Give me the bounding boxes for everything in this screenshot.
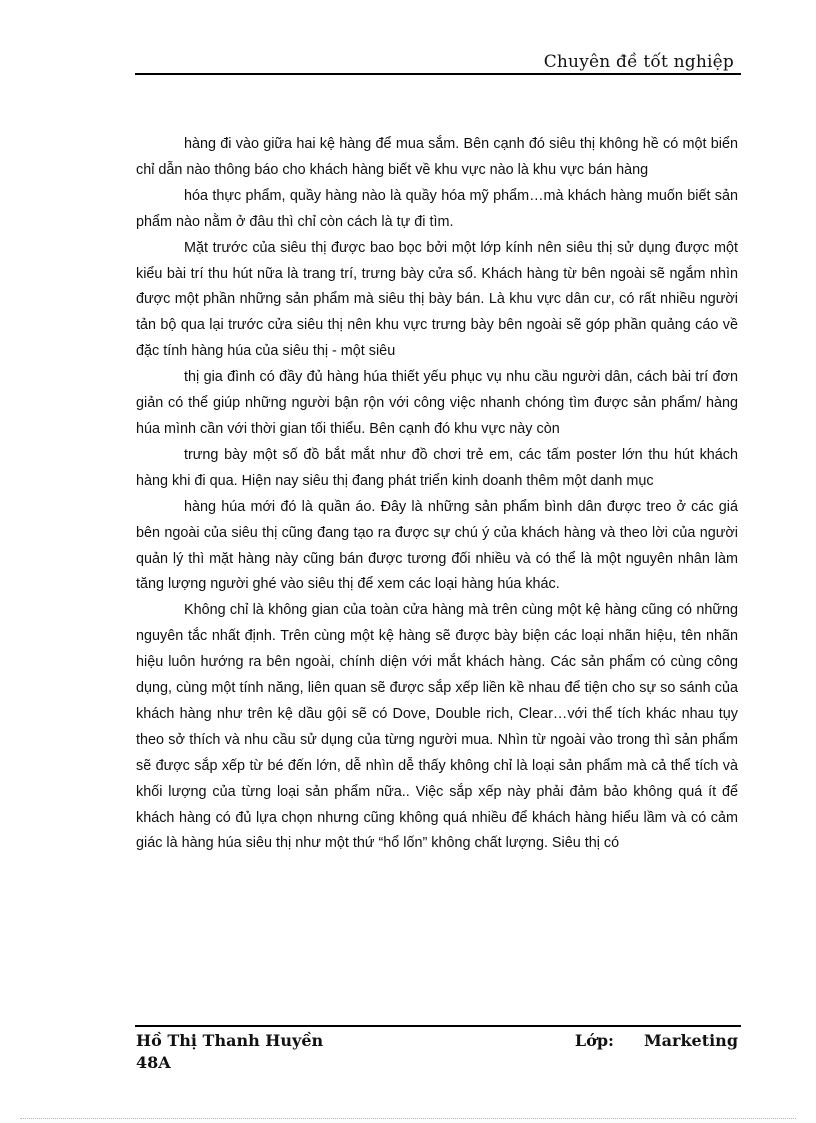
paragraph-5: trưng bày một số đồ bắt mắt như đồ chơi trẻ em, các tấm poster lớn thu hút khách hàng khi đi qua. Hiện nay siêu thị đang phát triển kinh doanh thêm một danh mục	[136, 446, 738, 489]
footer-divider	[135, 1025, 741, 1027]
paragraph-6: hàng húa mới đó là quần áo. Đây là những sản phẩm bình dân được treo ở các giá bên ngoài của siêu thị cũng đang tạo ra được sự chú ý của khách hàng và theo lời của người quản lý thì mặt hàng này cũng bán được tương đối nhiều và có thể là một nguyên nhân làm tăng lượng người ghé vào siêu thị để xem các loại hàng húa khác.	[136, 498, 738, 593]
page-bottom-dotted-line	[20, 1118, 796, 1119]
footer-class-label: Lớp:	[574, 1031, 614, 1050]
footer-class-number: 48A	[136, 1053, 171, 1072]
page-footer	[136, 1030, 738, 1074]
running-header-title: Chuyên đề tốt nghiệp	[543, 52, 734, 72]
footer-class	[575, 1030, 738, 1052]
body-text	[136, 132, 738, 857]
paragraph-3: Mặt trước của siêu thị được bao bọc bởi một lớp kính nên siêu thị sử dụng được một kiểu bài trí thu hút nữa là trang trí, trưng bày cửa sổ. Khách hàng từ bên ngoài sẽ ngắm nhìn được một phần những sản phẩm mà siêu thị bày bán. Là khu vực dân cư, có rất nhiều người tản bộ qua lại trước cửa siêu thị nên khu vực trưng bày bên ngoài sẽ góp phần quảng cáo về đặc tính hàng húa của siêu thị - một siêu	[136, 239, 738, 360]
paragraph-4: thị gia đình có đầy đủ hàng húa thiết yếu phục vụ nhu cầu người dân, cách bài trí đơn giản có thể giúp những người bận rộn với công việc nhanh chóng tìm được sản phẩm/ hàng húa mình cần với thời gian tối thiểu. Bên cạnh đó khu vực này còn	[136, 369, 738, 437]
footer-author: Hồ Thị Thanh Huyền	[136, 1031, 324, 1050]
header-divider	[135, 73, 741, 75]
paragraph-7: Không chỉ là không gian của toàn cửa hàng mà trên cùng một kệ hàng cũng có những nguyên tắc nhất định. Trên cùng một kệ hàng sẽ được bày biện các loại nhãn hiệu, tên nhãn hiệu luôn hướng ra bên ngoài, chính diện với mắt khách hàng. Các sản phẩm có cùng công dụng, cùng một tính năng, liên quan sẽ được sắp xếp liền kề nhau để tiện cho sự so sánh của khách hàng như trên kệ dầu gội sẽ có Dove, Double rich, Clear…với thể tích khác nhau tụy theo sở thích và nhu cầu sử dụng của từng người mua. Nhìn từ ngoài vào trong thì sản phẩm sẽ được sắp xếp từ bé đến lớn, dễ nhìn dễ thấy không chỉ là loại sản phẩm mà cả thể tích và khối lượng của từng loại sản phẩm nữa.. Việc sắp xếp này phải đảm bảo không quá ít để khách hàng có đủ lựa chọn nhưng cũng không quá nhiều để khách hàng hiểu lầm và có cảm giác là hàng húa siêu thị như một thứ “hổ lốn” không chất lượng. Siêu thị có	[136, 602, 738, 852]
paragraph-1: hàng đi vào giữa hai kệ hàng để mua sắm. Bên cạnh đó siêu thị không hề có một biển chỉ dẫn nào thông báo cho khách hàng biết về khu vực nào là khu vực bán hàng	[136, 136, 738, 178]
paragraph-2: hóa thực phẩm, quầy hàng nào là quầy hóa mỹ phẩm…mà khách hàng muốn biết sản phẩm nào nằm ở đâu thì chỉ còn cách là tự đi tìm.	[136, 187, 738, 230]
footer-class-value: Marketing	[643, 1031, 738, 1050]
footer-row	[136, 1030, 738, 1052]
